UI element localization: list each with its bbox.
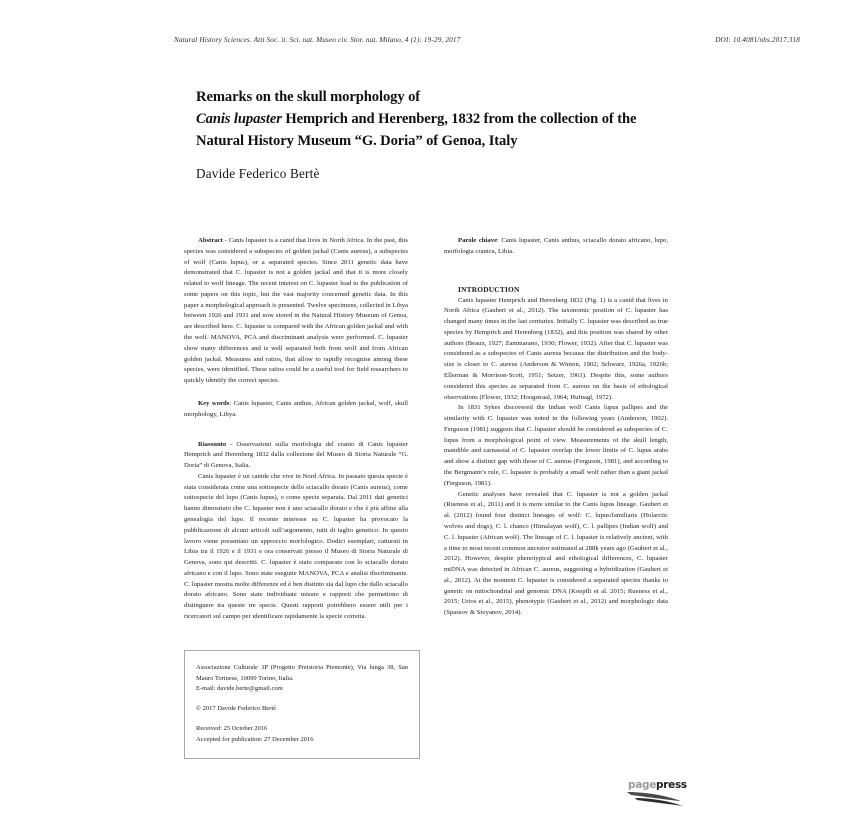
affiliation-box [184,650,420,759]
parole-chiave-text: Canis lupaster, Canis anthus, sciacallo dorato africano, lupo, morfologia cranica, Libia. [444,237,669,255]
riassunto-head: Osservazioni sulla morfologia del cranio di Canis lupaster Hemprich and Herenberg 1832 dalla collezione del Museo di Storia Naturale “G. Doria” di Genova, Italia. [184,440,409,470]
spacer [444,258,668,277]
keywords-text: Canis lupaster, Canis anthus, African golden jackal, wolf, skull morphology, Libya. [184,399,408,418]
section-heading-introduction: INTRODUCTION [458,284,520,294]
spacer [184,387,408,399]
title-line-1: Remarks on the skull morphology of [196,89,421,105]
left-column [184,236,408,623]
abstract-label: Abstract [198,237,223,244]
author-name: Davide Federico Bertè [196,166,320,181]
parole-chiave-label: Parole chiave [458,237,498,244]
logo-swoosh-icon [625,789,703,808]
riassunto-body-paragraph [184,472,408,623]
riassunto-label: Riassunto [198,440,227,448]
keywords-label: Key words [198,399,230,407]
affiliation-address: Associazione Culturale 3P (Progetto Preistoria Piemonte), Via lunga 38, San Mauro Torinese, 10099 Torino, Italia. [196,664,408,682]
affiliation-email[interactable]: E-mail: davide.berte@gmail.com [196,685,283,693]
riassunto-dash: - [226,440,237,448]
spacer [444,277,668,284]
introduction-paragraph-3: Genetic analyses have revealed that C. lupaster is not a golden jackal (Rueness et al., 2011) and it is more similar to the Canis lupus lineage. Gaubert et al. (2012) found four distinct lineages of wolf: C. lupus/familiaris (Holarctic wolves and dogs), C. l. chanco (Himalayan wolf), C. l. pallipes (Indian wolf) and C. l. lupaster (African wolf). The lineage of C. l. lupaster is relatively ancient, with a time to most recent common ancestor estimated at 288k years ago (Gaubert et al., 2012). However, despite phenotypical and ethological differences, C. lupaster mtDNA was detected in African C. aureus, suggesting a hybridization (Gaubert et al., 2012). At the moment C. lupaster is considered a separated species thanks to genetic on mitochondrial and genomic DNA (Koepfli et al. 2015; Rueness et al., 2015; Urios et al., 2015), phenotypic (Gaubert et al., 2012) and morphologic data (Spassov & Stoyanov, 2014). [444,490,668,617]
running-head [174,36,800,44]
title-species-name: Canis lupaster [196,111,282,128]
parole-chiave-colon: : [497,237,502,244]
introduction-paragraph-2: In 1831 Sykes discovered the Indian wolf Canis lupus pallipes and the similarity with C. lupaster was noted in the following years (Anderson, 1902). Ferguson (1981) suggests that C. lupaster should be considered as subspecies of C. lupus from a morphological point of view. Measurements of the skull length, mandible and carnassial of C. lupaster overlap the lower limits of C. lupus arabs and show a distinct gap with those of C. aureus (Ferguson, 1981), and according to the Bergmann’s rule, C. lupaster is probably a small wolf rather than a giant jackal (Ferguson, 1981). [444,404,668,487]
abstract-dash: - [222,237,229,244]
riassunto-text: Canis lupaster è un canide che vive in Nord Africa. In passato questa specie è stata considerata come una sottospecie dello sciacallo dorato (Canis aureus), come sottospecie del lupo (Canis lupus), o come specie separata. Dal 2011 dati genetici hanno dimostrato che C. lupaster non è uno sciacallo dorato e che è più affine alla genealogia del lupo. Il recente interesse su C. lupaster ha provocato la pubblicazione di alcuni articoli sull’argomento, tutti di taglio genetico. In questo lavoro viene presentato un approccio morfologico. Dodici esemplari, catturati in Libia tra il 1926 e il 1931 e ora conservati presso il Museo di Storia Naturale di Genova, sono qui descritti. C. lupaster è stato comparato con lo sciacallo dorato africano e con il lupo. Sono state eseguite MANOVA, PCA e analisi discriminante. C. lupaster mostra molte differenze ed è ben distinto sia dal lupo che dallo sciacallo dorato africano. Sono state individuate misure e rapporti che permettono di distinguere tra queste tre specie. Questi rapporti potrebbero essere utili per i ricercatori sul campo per identificare rapidamente la specie corretta. [184,472,408,620]
logo-text-page: page [628,779,657,791]
abstract-paragraph [184,236,408,387]
parole-chiave-paragraph [444,236,668,258]
copyright-notice: © 2017 Davide Federico Bertè [196,704,277,712]
keywords-colon: : [229,399,234,407]
spacer [184,421,408,440]
pagepress-logo[interactable] [628,780,700,808]
right-column [444,236,668,619]
introduction-paragraph-1: Canis lupaster Hemprich and Herenberg 1832 (Fig. 1) is a canid that lives in North Africa (Gaubert et al., 2012). The taxonomic position of C. lupaster has changed many times in the last centuries. Initially C. lupaster was described as true species by Hemprich and Herenberg (1832), and this position was shared by other authors (Beaux, 1927; Zammarano, 1930; Flower, 1932). After that C. lupaster was considered as a subspecies of Canis aureus because the distribution and the body-size is closer to C. aureus (Anderson & Winton, 1902; Schwarz, 1926a, 1926b; Ellerman & Morrison-Scott, 1951; Setzer, 1961). Despite this, some authors considered this species as separated from C. aureus on the basis of ethological observations (Flower, 1932; Hoogstraal, 1964; Hufnagl, 1972). [444,296,668,401]
doi-label[interactable]: DOI: 10.4081/nhs.2017.318 [715,36,800,44]
title-line-3: Natural History Museum “G. Doria” of Genoa, Italy [196,133,518,150]
received-date: Received: 25 October 2016 [196,725,268,733]
logo-text-press: press [656,779,687,791]
keywords-paragraph [184,399,408,421]
title-line-2-rest: Hemprich and Herenberg, 1832 from the collection of the [281,111,637,128]
riassunto-heading-paragraph [184,440,408,472]
page-title [196,86,696,153]
journal-citation: Natural History Sciences. Atti Soc. it. Sci. nat. Museo civ. Stor. nat. Milano, 4 (1): 19-29, 2017 [174,36,461,44]
accepted-date: Accepted for publication: 27 December 2016 [196,735,314,743]
abstract-text: Canis lupaster is a canid that lives in North Africa. In the past, this species was considered a subspecies of golden jackal (Canis aureus), a subspecies of wolf (Canis lupus), or a separated species. Since 2011 genetic data have demonstrated that C. lupaster is not a golden jackal and that it is more closely related to wolf lineage. The recent interest on C. lupaster lead to the publication of some papers on this topic, but the vast majority concerned genetic data. In this paper a morphological approach is presented. Twelve specimens, collected in Libya between 1926 and 1931 and now stored in the Natural History Museum of Genoa, are described here. C. lupaster is compared with the African golden jackal and with the wolf. MANOVA, PCA and discriminant analysis were performed. C. lupaster show many differences and is well separated both from wolf and from African golden jackal. Measures and ratios, that allow to rapidly recognise among these species, were identified. These ratios could be a useful tool for field researchers to quickly identify the correct species. [184,237,408,385]
